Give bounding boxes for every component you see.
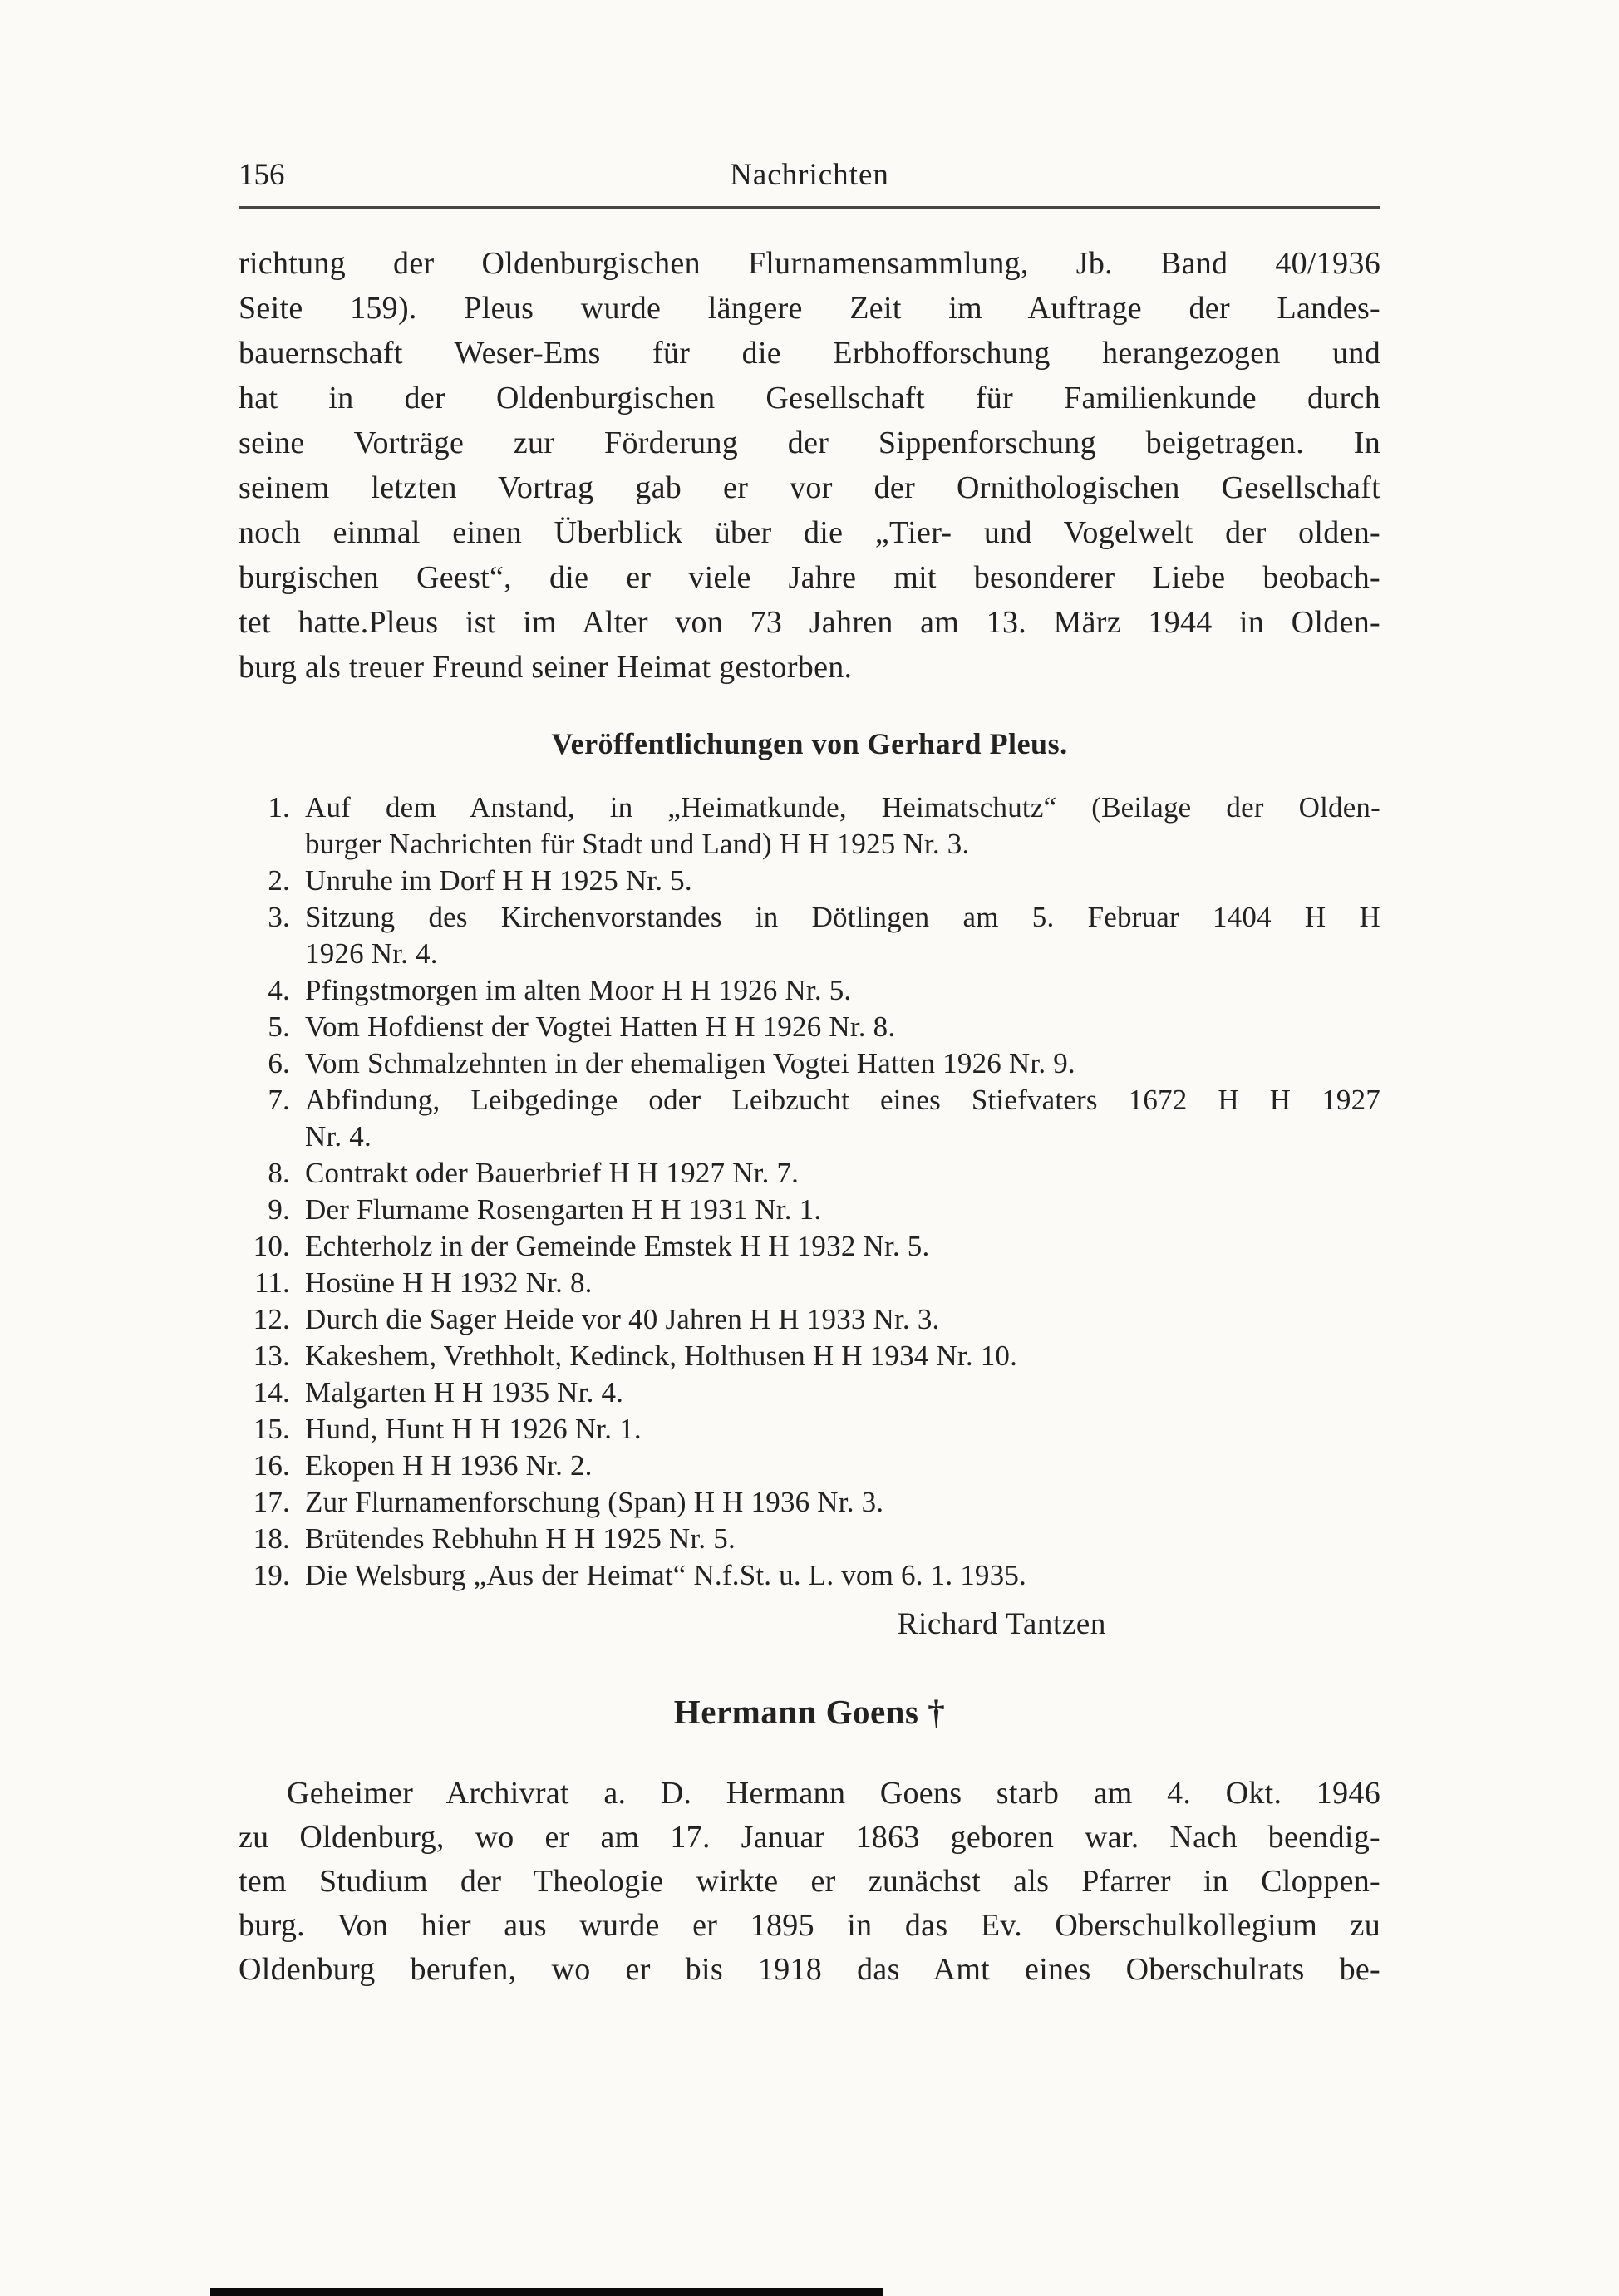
publication-item — [239, 1009, 1380, 1045]
publication-item — [239, 1411, 1380, 1448]
publication-number: 3. — [268, 901, 290, 933]
publication-item — [239, 1521, 1380, 1557]
text-line: Contrakt oder Bauerbrief H H 1927 Nr. 7. — [305, 1157, 800, 1189]
publication-text — [305, 899, 1380, 972]
publication-number: 1. — [268, 791, 290, 824]
text-line: Vom Schmalzehnten in der ehemaligen Vogtei Hatten 1926 Nr. 9. — [305, 1047, 1075, 1079]
publication-text — [305, 1448, 1380, 1484]
text-line: Pfingstmorgen im alten Moor H H 1926 Nr. 5. — [305, 974, 852, 1006]
publication-number: 13. — [253, 1340, 290, 1372]
publication-number: 14. — [253, 1376, 290, 1409]
publication-number: 11. — [253, 1266, 290, 1299]
publication-number: 17. — [253, 1486, 290, 1518]
publication-text — [305, 1155, 1380, 1192]
obituary-pleus-paragraph — [239, 241, 1380, 690]
text-line: hat in der Oldenburgischen Gesellschaft für Familienkunde durch — [239, 381, 1380, 415]
text-line: tem Studium der Theologie wirkte er zunächst als Pfarrer in Cloppen- — [239, 1864, 1380, 1899]
publication-text — [305, 1557, 1380, 1594]
publication-number: 7. — [268, 1084, 290, 1116]
text-line: burg. Von hier aus wurde er 1895 in das Ev. Oberschulkollegium zu — [239, 1908, 1380, 1943]
text-line: Seite 159). Pleus wurde längere Zeit im Auftrage der Landes- — [239, 291, 1380, 326]
publication-number: 15. — [253, 1413, 290, 1445]
text-line: Hosüne H H 1932 Nr. 8. — [305, 1266, 593, 1299]
publication-number: 18. — [253, 1522, 290, 1555]
text-line: Brütendes Rebhuhn H H 1925 Nr. 5. — [305, 1522, 736, 1555]
publication-number: 19. — [253, 1559, 290, 1591]
text-line: Die Welsburg „Aus der Heimat“ N.f.St. u. L. vom 6. 1. 1935. — [305, 1559, 1026, 1591]
publication-item — [239, 1484, 1380, 1521]
publication-item — [239, 1228, 1380, 1265]
text-line: Abfindung, Leibgedinge oder Leibzucht eines Stiefvaters 1672 H H 1927 — [305, 1084, 1380, 1116]
publications-list — [239, 789, 1380, 1594]
text-line: Oldenburg berufen, wo er bis 1918 das Amt eines Oberschulrats be- — [239, 1952, 1380, 1987]
publication-item — [239, 899, 1380, 972]
publication-number: 4. — [268, 974, 290, 1006]
text-line: Ekopen H H 1936 Nr. 2. — [305, 1449, 593, 1482]
publication-number: 10. — [253, 1230, 290, 1262]
text-line: Malgarten H H 1935 Nr. 4. — [305, 1376, 624, 1409]
publication-item — [239, 1045, 1380, 1082]
publication-text — [305, 972, 1380, 1009]
text-line: Nr. 4. — [305, 1120, 372, 1153]
publication-item — [239, 1338, 1380, 1374]
goens-heading: Hermann Goens † — [673, 1693, 946, 1731]
publication-number: 5. — [268, 1010, 290, 1043]
publication-number: 6. — [268, 1047, 290, 1079]
page-header — [239, 156, 1380, 194]
text-line: Hund, Hunt H H 1926 Nr. 1. — [305, 1413, 642, 1445]
publications-heading: Veröffentlichungen von Gerhard Pleus. — [551, 727, 1068, 760]
publication-number: 12. — [253, 1303, 290, 1335]
publication-item — [239, 1301, 1380, 1338]
publication-item — [239, 1082, 1380, 1155]
text-line: Vom Hofdienst der Vogtei Hatten H H 1926 Nr. 8. — [305, 1010, 896, 1043]
text-line: zu Oldenburg, wo er am 17. Januar 1863 geboren war. Nach beendig- — [239, 1820, 1380, 1855]
publication-text — [305, 1338, 1380, 1374]
publication-item — [239, 1265, 1380, 1301]
text-line: tet hatte.Pleus ist im Alter von 73 Jahren am 13. März 1944 in Olden- — [239, 605, 1380, 640]
publication-number: 2. — [268, 864, 290, 897]
publication-text — [305, 1265, 1380, 1301]
text-line: burgischen Geest“, die er viele Jahre mit besonderer Liebe beobach- — [239, 560, 1380, 595]
publication-text — [305, 1192, 1380, 1228]
text-line: Geheimer Archivrat a. D. Hermann Goens starb am 4. Okt. 1946 — [287, 1776, 1380, 1811]
text-line: Echterholz in der Gemeinde Emstek H H 1932 Nr. 5. — [305, 1230, 930, 1262]
publication-text — [305, 1374, 1380, 1411]
publication-item — [239, 863, 1380, 899]
publication-text — [305, 1301, 1380, 1338]
publication-text — [305, 1484, 1380, 1521]
publication-text — [305, 1009, 1380, 1045]
running-title: Nachrichten — [730, 158, 889, 192]
text-line: Der Flurname Rosengarten H H 1931 Nr. 1. — [305, 1193, 822, 1226]
text-line: Sitzung des Kirchenvorstandes in Dötlingen am 5. Februar 1404 H H — [305, 901, 1380, 933]
publication-item — [239, 1374, 1380, 1411]
publication-text — [305, 1228, 1380, 1265]
author-signature: Richard Tantzen — [897, 1607, 1106, 1641]
header-rule — [239, 206, 1380, 209]
text-line: bauernschaft Weser-Ems für die Erbhofforschung herangezogen und — [239, 336, 1380, 371]
text-line: Kakeshem, Vrethholt, Kedinck, Holthusen H H 1934 Nr. 10. — [305, 1340, 1018, 1372]
text-line: 1926 Nr. 4. — [305, 937, 438, 970]
scan-artifact-bar — [210, 2288, 883, 2296]
publication-text — [305, 1411, 1380, 1448]
publication-text — [305, 1045, 1380, 1082]
publication-text — [305, 863, 1380, 899]
obituary-goens-paragraph — [239, 1772, 1380, 1992]
publication-item — [239, 1557, 1380, 1594]
text-line: seinem letzten Vortrag gab er vor der Ornithologischen Gesellschaft — [239, 470, 1380, 505]
text-line: Auf dem Anstand, in „Heimatkunde, Heimatschutz“ (Beilage der Olden- — [305, 791, 1380, 824]
publication-number: 8. — [268, 1157, 290, 1189]
text-line: burger Nachrichten für Stadt und Land) H H 1925 Nr. 3. — [305, 828, 970, 860]
text-line: burg als treuer Freund seiner Heimat gestorben. — [239, 650, 853, 685]
publication-item — [239, 972, 1380, 1009]
publication-number: 9. — [268, 1193, 290, 1226]
text-block — [239, 156, 1380, 1992]
text-line: Zur Flurnamenforschung (Span) H H 1936 Nr. 3. — [305, 1486, 884, 1518]
text-line: noch einmal einen Überblick über die „Tier- und Vogelwelt der olden- — [239, 515, 1380, 550]
publication-number: 16. — [253, 1449, 290, 1482]
text-line: richtung der Oldenburgischen Flurnamensammlung, Jb. Band 40/1936 — [239, 246, 1380, 281]
text-line: Durch die Sager Heide vor 40 Jahren H H 1933 Nr. 3. — [305, 1303, 940, 1335]
text-line: seine Vorträge zur Förderung der Sippenforschung beigetragen. In — [239, 425, 1380, 460]
publication-item — [239, 1448, 1380, 1484]
page-number: 156 — [239, 158, 285, 192]
publication-item — [239, 1155, 1380, 1192]
publication-text — [305, 1521, 1380, 1557]
publication-text — [305, 789, 1380, 863]
text-line: Unruhe im Dorf H H 1925 Nr. 5. — [305, 864, 692, 897]
publication-item — [239, 1192, 1380, 1228]
publication-text — [305, 1082, 1380, 1155]
publication-item — [239, 789, 1380, 863]
